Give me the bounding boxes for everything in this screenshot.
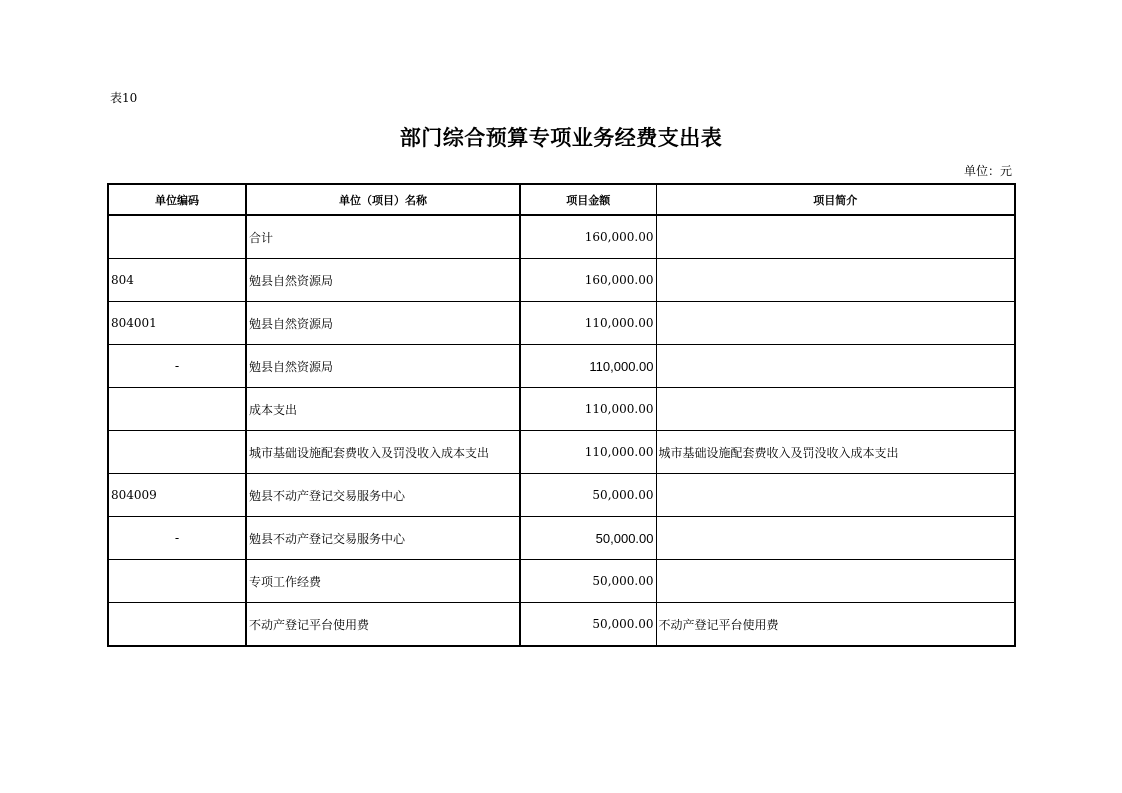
header-amount: 项目金额 xyxy=(520,184,656,215)
page-title: 部门综合预算专项业务经费支出表 xyxy=(399,126,723,150)
table-header-row xyxy=(108,184,1015,215)
cell-code: - xyxy=(108,517,246,560)
budget-table xyxy=(107,183,1016,647)
cell-name: 勉县不动产登记交易服务中心 xyxy=(246,474,520,517)
cell-name: 合计 xyxy=(246,215,520,259)
table-row xyxy=(108,431,1015,474)
table-number: 表10 xyxy=(110,91,138,105)
cell-name: 勉县自然资源局 xyxy=(246,345,520,388)
cell-desc xyxy=(656,560,1015,603)
cell-desc xyxy=(656,345,1015,388)
cell-code xyxy=(108,431,246,474)
cell-name: 不动产登记平台使用费 xyxy=(246,603,520,647)
cell-desc: 城市基础设施配套费收入及罚没收入成本支出 xyxy=(656,431,1015,474)
table-row xyxy=(108,517,1015,560)
cell-code: - xyxy=(108,345,246,388)
header-code: 单位编码 xyxy=(108,184,246,215)
header-desc: 项目简介 xyxy=(656,184,1015,215)
cell-code xyxy=(108,388,246,431)
cell-amount: 50,000.00 xyxy=(520,517,656,560)
cell-name: 专项工作经费 xyxy=(246,560,520,603)
cell-code xyxy=(108,215,246,259)
cell-code xyxy=(108,603,246,647)
cell-code: 804001 xyxy=(108,302,246,345)
table-row xyxy=(108,345,1015,388)
cell-amount: 110,000.00 xyxy=(520,388,656,431)
table-row xyxy=(108,215,1015,259)
unit-label: 单位：元 xyxy=(963,164,1012,178)
cell-amount: 110,000.00 xyxy=(520,431,656,474)
cell-desc xyxy=(656,388,1015,431)
cell-desc xyxy=(656,474,1015,517)
table-row xyxy=(108,302,1015,345)
cell-name: 城市基础设施配套费收入及罚没收入成本支出 xyxy=(246,431,520,474)
cell-name: 勉县不动产登记交易服务中心 xyxy=(246,517,520,560)
cell-amount: 50,000.00 xyxy=(520,474,656,517)
cell-code: 804009 xyxy=(108,474,246,517)
cell-name: 勉县自然资源局 xyxy=(246,302,520,345)
table-row xyxy=(108,603,1015,647)
cell-name: 成本支出 xyxy=(246,388,520,431)
cell-name: 勉县自然资源局 xyxy=(246,259,520,302)
cell-desc xyxy=(656,517,1015,560)
table-row xyxy=(108,388,1015,431)
cell-amount: 160,000.00 xyxy=(520,215,656,259)
table-row xyxy=(108,474,1015,517)
cell-code: 804 xyxy=(108,259,246,302)
cell-code xyxy=(108,560,246,603)
header-name: 单位（项目）名称 xyxy=(246,184,520,215)
cell-amount: 50,000.00 xyxy=(520,603,656,647)
table-row xyxy=(108,560,1015,603)
cell-desc xyxy=(656,259,1015,302)
cell-desc xyxy=(656,215,1015,259)
cell-desc xyxy=(656,302,1015,345)
cell-amount: 110,000.00 xyxy=(520,302,656,345)
cell-amount: 160,000.00 xyxy=(520,259,656,302)
table-row xyxy=(108,259,1015,302)
cell-desc: 不动产登记平台使用费 xyxy=(656,603,1015,647)
cell-amount: 110,000.00 xyxy=(520,345,656,388)
cell-amount: 50,000.00 xyxy=(520,560,656,603)
